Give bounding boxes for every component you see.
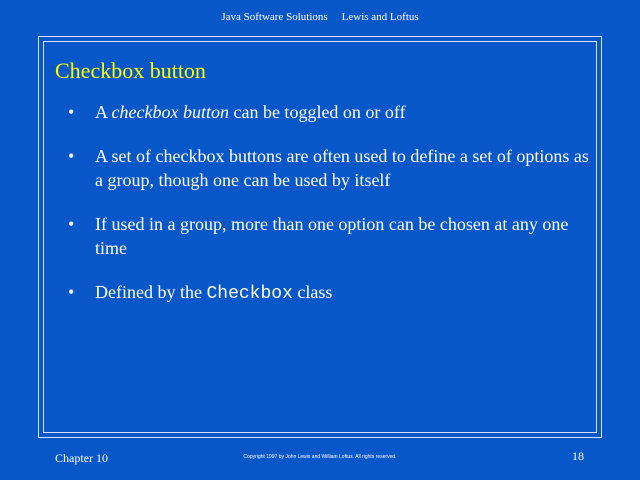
authors: Lewis and Loftus [341, 11, 419, 23]
bullet-item [68, 280, 598, 306]
bullet-icon: • [68, 214, 75, 234]
page-number: 18 [572, 449, 584, 463]
bullet-text: A set of checkbox buttons are often used to define a set of options as a group, though one can be used by itself [95, 146, 589, 190]
book-title: Java Software Solutions [221, 11, 328, 23]
bullet-item [68, 100, 598, 124]
bullet-item [68, 144, 598, 192]
bullet-list [68, 100, 598, 326]
copyright-notice: Copyright 1997 by John Lewis and William Loftus. All rights reserved. [243, 454, 397, 460]
bullet-text: If used in a group, more than one option can be chosen at any one time [95, 214, 569, 258]
slide-title: Checkbox button [55, 58, 206, 83]
bullet-icon: • [68, 282, 75, 302]
bullet-text-prefix: Defined by the [95, 282, 207, 302]
bullet-text-suffix: class [292, 282, 333, 302]
bullet-icon: • [68, 146, 75, 166]
bullet-text-emphasis: checkbox button [111, 102, 229, 122]
bullet-text-suffix: can be toggled on or off [228, 102, 406, 122]
bullet-icon: • [68, 102, 75, 122]
bullet-code: Checkbox [206, 284, 293, 304]
bullet-text-prefix: A [95, 102, 112, 122]
bullet-item [68, 212, 598, 260]
slide-header [0, 11, 640, 23]
chapter-label: Chapter 10 [55, 451, 108, 465]
